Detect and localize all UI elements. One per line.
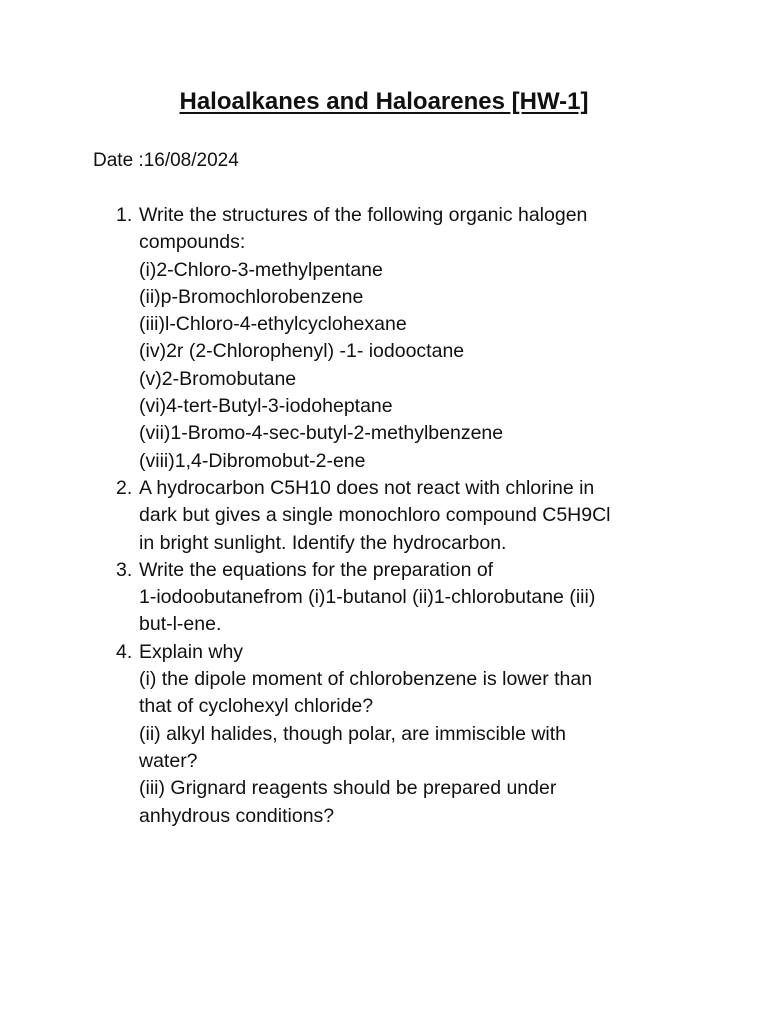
sub-question: (i) the dipole moment of chlorobenzene is lower than [139, 668, 593, 691]
question-4 [116, 639, 699, 830]
question-number: 4. [116, 640, 133, 663]
question-text-line: dark but gives a single monochloro compound C5H9Cl [139, 504, 611, 527]
compound-item: (vii)1-Bromo-4-sec-butyl-2-methylbenzene [139, 422, 504, 445]
compound-item: (i)2-Chloro-3-methylpentane [139, 258, 383, 281]
compound-item: (vi)4-tert-Butyl-3-iodoheptane [139, 395, 393, 418]
question-text-line: A hydrocarbon C5H10 does not react with chlorine in [139, 476, 595, 499]
question-text-line: Explain why [139, 640, 244, 663]
compound-item: (v)2-Bromobutane [139, 367, 297, 390]
compound-item: (viii)1,4-Dibromobut-2-ene [139, 449, 366, 472]
sub-question: that of cyclohexyl chloride? [139, 695, 374, 718]
compound-item: (ii)p-Bromochlorobenzene [139, 285, 364, 308]
question-3 [116, 557, 699, 639]
question-text-line: but-l-ene. [139, 613, 222, 636]
question-text-line: Write the equations for the preparation of [139, 558, 494, 581]
question-text-line: in bright sunlight. Identify the hydrocarbon. [139, 531, 507, 554]
sub-question: (ii) alkyl halides, though polar, are immiscible with [139, 722, 567, 745]
question-2 [116, 475, 699, 557]
compound-item: (iii)l-Chloro-4-ethylcyclohexane [139, 313, 407, 336]
question-text-line: 1-iodoobutanefrom (i)1-butanol (ii)1-chlorobutane (iii) [139, 586, 596, 609]
page-title: Haloalkanes and Haloarenes [HW-1] [179, 88, 589, 115]
question-text-line: compounds: [139, 231, 246, 254]
sub-question: anhydrous conditions? [139, 804, 335, 827]
compound-item: (iv)2r (2-Chlorophenyl) -1- iodooctane [139, 340, 465, 363]
date-line: Date :16/08/2024 [93, 150, 239, 171]
question-number: 3. [116, 558, 133, 581]
question-list [116, 202, 699, 830]
sub-question: water? [139, 749, 198, 772]
question-number: 1. [116, 204, 133, 226]
sub-question: (iii) Grignard reagents should be prepared under [139, 777, 557, 800]
question-text-line: Write the structures of the following organic halogen [139, 204, 588, 226]
question-1 [116, 202, 699, 475]
question-number: 2. [116, 476, 133, 499]
